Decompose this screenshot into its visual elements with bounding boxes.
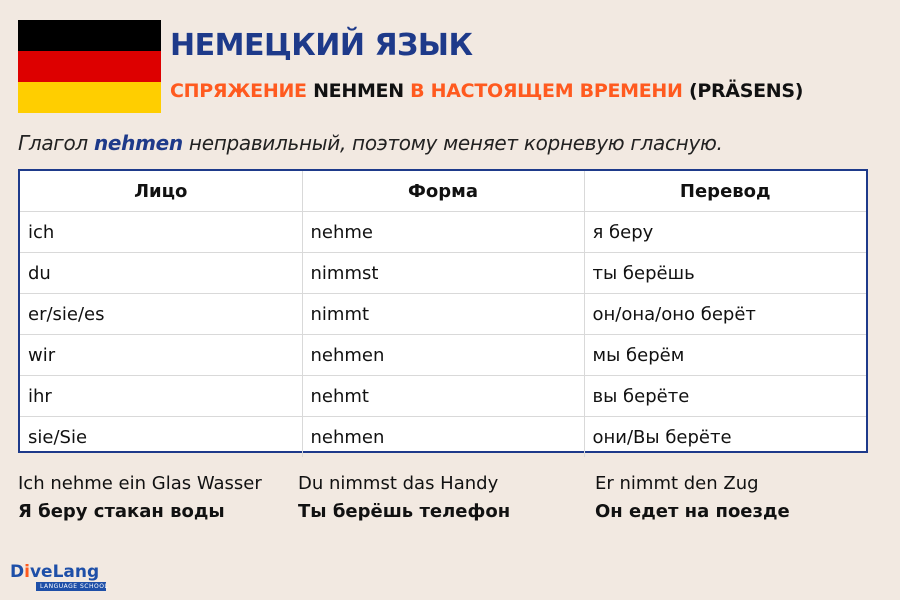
- intro-before: Глагол: [18, 131, 94, 155]
- cell-form: nehmt: [302, 376, 584, 417]
- flag-stripe-black: [18, 20, 161, 51]
- table-row: [20, 417, 866, 458]
- cell-person: du: [20, 253, 302, 294]
- cell-translation: ты берёшь: [584, 253, 866, 294]
- cell-person: wir: [20, 335, 302, 376]
- cell-person: ich: [20, 212, 302, 253]
- example-russian: Я беру стакан воды: [18, 501, 225, 522]
- examples: [18, 473, 878, 533]
- cell-form: nehmen: [302, 417, 584, 458]
- cell-translation: они/Вы берёте: [584, 417, 866, 458]
- cell-translation: вы берёте: [584, 376, 866, 417]
- table-row: [20, 212, 866, 253]
- logo-subtitle: LANGUAGE SCHOOL: [36, 582, 106, 591]
- cell-translation: я беру: [584, 212, 866, 253]
- table-row: [20, 335, 866, 376]
- cell-person: ihr: [20, 376, 302, 417]
- example-german: Du nimmst das Handy: [298, 473, 499, 494]
- conjugation-table: [18, 169, 868, 453]
- cell-translation: он/она/оно берёт: [584, 294, 866, 335]
- logo-brand: DiveLang: [10, 562, 100, 582]
- cell-form: nehmen: [302, 335, 584, 376]
- cell-person: er/sie/es: [20, 294, 302, 335]
- example-1: [18, 473, 262, 522]
- cell-form: nimmt: [302, 294, 584, 335]
- table-header-row: [20, 171, 866, 212]
- intro-after: неправильный, поэтому меняет корневую гласную.: [182, 131, 723, 155]
- header-form: Форма: [302, 171, 584, 212]
- page-title: НЕМЕЦКИЙ ЯЗЫК: [170, 28, 473, 63]
- example-3: [595, 473, 790, 522]
- table-row: [20, 376, 866, 417]
- cell-translation: мы берём: [584, 335, 866, 376]
- cell-form: nimmst: [302, 253, 584, 294]
- example-russian: Он едет на поезде: [595, 501, 790, 522]
- subtitle-part1: СПРЯЖЕНИЕ: [170, 80, 307, 102]
- intro-text: [18, 131, 723, 155]
- table-row: [20, 294, 866, 335]
- subtitle-part2: В НАСТОЯЩЕМ ВРЕМЕНИ: [410, 80, 683, 102]
- subtitle-tense: (PRÄSENS): [688, 80, 804, 102]
- header-person: Лицо: [20, 171, 302, 212]
- example-russian: Ты берёшь телефон: [298, 501, 511, 522]
- example-german: Er nimmt den Zug: [595, 473, 759, 494]
- header-translation: Перевод: [584, 171, 866, 212]
- flag-stripe-gold: [18, 82, 161, 113]
- intro-verb: nehmen: [93, 131, 183, 155]
- subtitle-verb: NEHMEN: [313, 80, 404, 102]
- example-german: Ich nehme ein Glas Wasser: [18, 473, 262, 494]
- cell-person: sie/Sie: [20, 417, 302, 458]
- page-subtitle: [170, 80, 803, 102]
- school-logo: [10, 562, 109, 591]
- flag-stripe-red: [18, 51, 161, 82]
- example-2: [298, 473, 510, 522]
- table-row: [20, 253, 866, 294]
- german-flag: [18, 20, 161, 113]
- cell-form: nehme: [302, 212, 584, 253]
